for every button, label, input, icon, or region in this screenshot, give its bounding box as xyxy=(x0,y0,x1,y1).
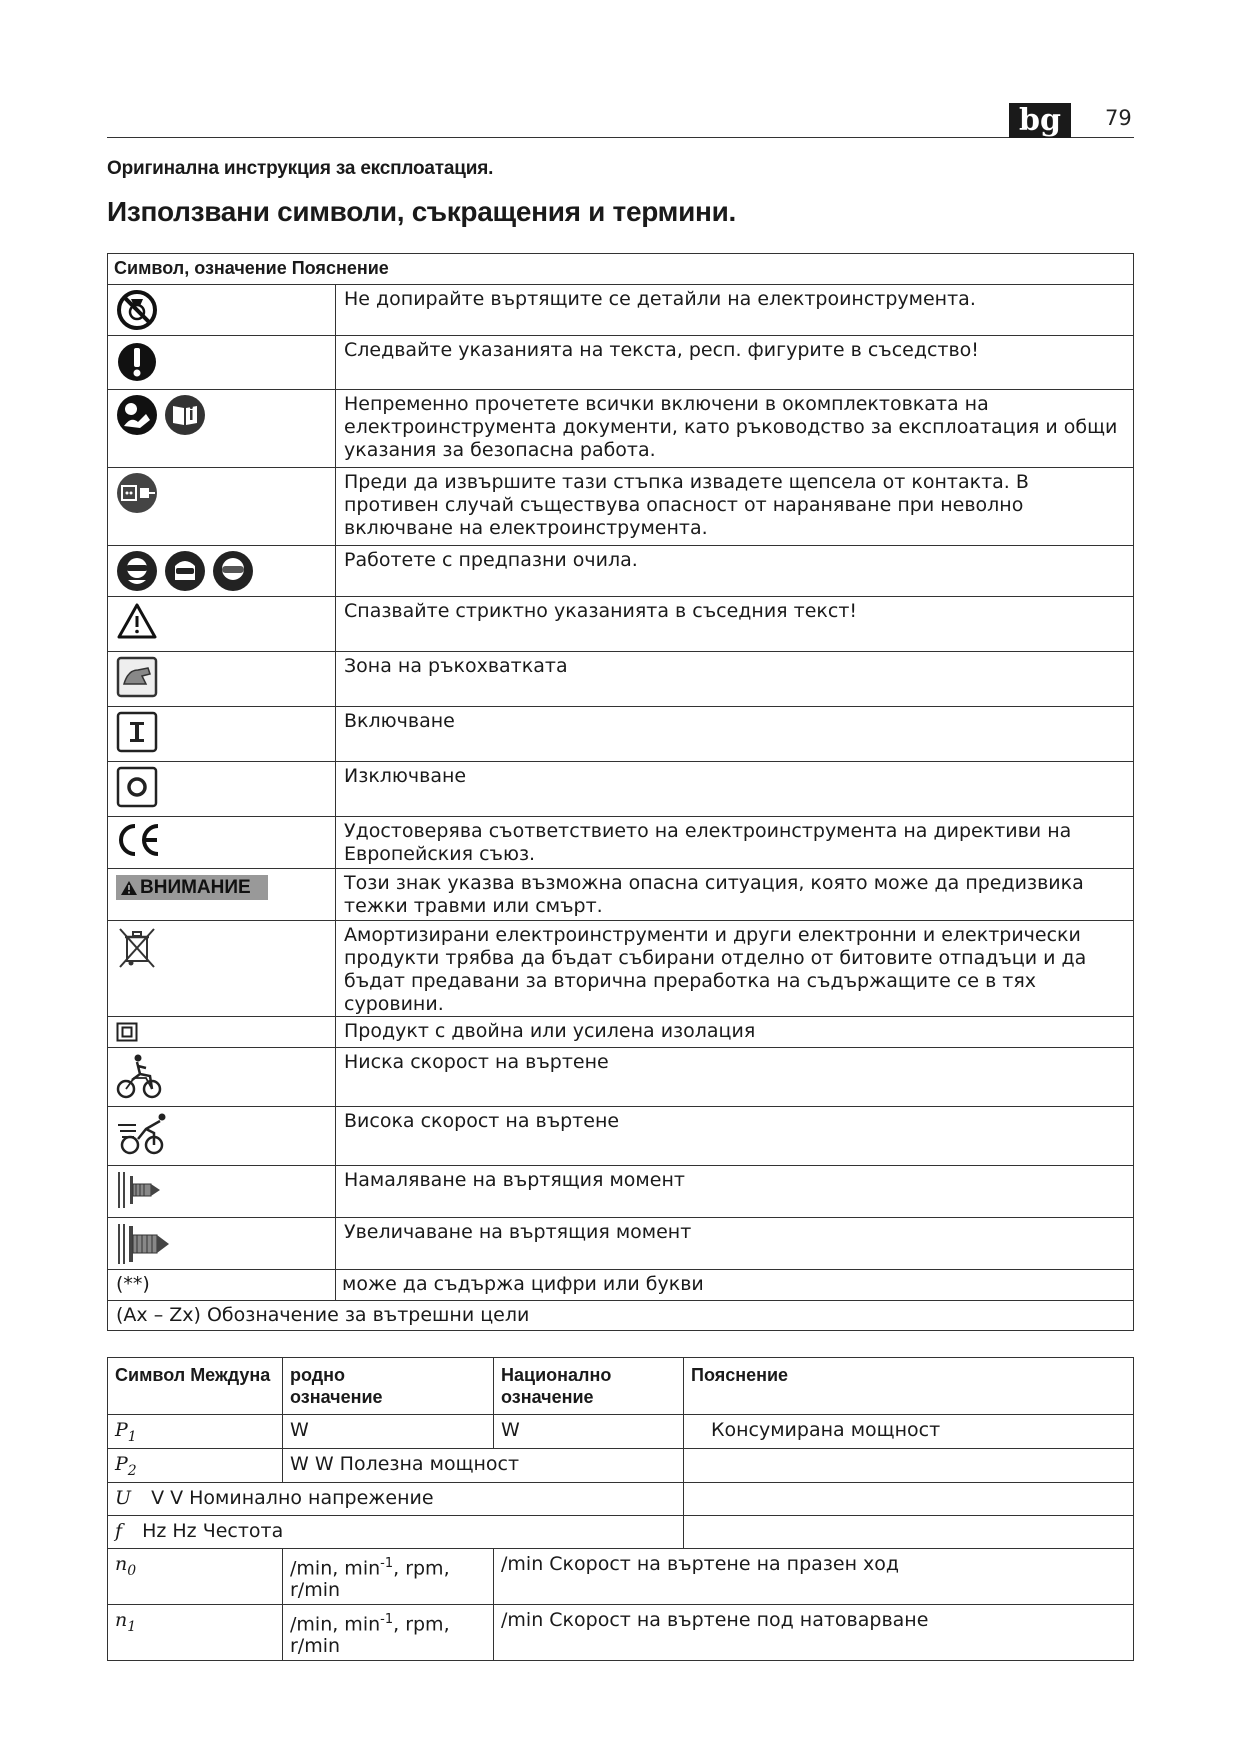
units-header-explanation: Пояснение xyxy=(684,1358,1134,1415)
grip-zone-icon xyxy=(116,656,335,698)
warning-triangle-icon xyxy=(116,601,335,641)
table-row: Не допирайте въртящите се детайли на електроинструмента. xyxy=(108,285,1134,336)
table-row xyxy=(108,1270,1134,1301)
protective-goggles-icons xyxy=(116,550,335,592)
language-badge: bg xyxy=(1009,103,1071,138)
unplug-icon xyxy=(116,472,335,514)
table-row: $P_1$ W W Консумирана мощност xyxy=(108,1415,1134,1449)
table-row: $n_0$ /min, $\min^{-1}$, rpm, r/min /min Скорост на въртене на празен ход xyxy=(108,1548,1134,1604)
table-row: Работете с предпазни очила. xyxy=(108,546,1134,597)
low-speed-icon xyxy=(116,1052,335,1100)
page-number: 79 xyxy=(1105,106,1132,130)
table-row: f Hz Hz Честота xyxy=(108,1515,1134,1548)
no-touch-rotating-icon xyxy=(116,289,335,331)
table-row: Увеличаване на въртящия момент xyxy=(108,1218,1134,1270)
switch-off-icon xyxy=(116,766,335,808)
table-row: Зона на ръкохватката xyxy=(108,652,1134,707)
table-row: Преди да извършите тази стъпка извадете щепсела от контакта. В противен случай съществува опасност от нараняване при неволно включване на електроинструмента. xyxy=(108,468,1134,546)
table-row: Изключване xyxy=(108,762,1134,817)
ce-mark-icon xyxy=(116,821,335,859)
internal-designation-note: (Ax – Zx) Обозначение за вътрешни цели xyxy=(108,1301,1134,1331)
attention-label xyxy=(116,875,268,900)
symbols-table xyxy=(107,253,1134,1331)
torque-decrease-icon xyxy=(116,1170,335,1210)
table-row: Продукт с двойна или усилена изолация xyxy=(108,1017,1134,1048)
table-row: Амортизирани електроинструменти и други електронни и електрически продукти трябва да бъдат събирани отделно от битовите отпадъци и да бъдат предавани за вторична преработка на съдържащите се в тях суровини. xyxy=(108,921,1134,1017)
table-row xyxy=(108,1301,1134,1331)
units-header-symbol: Символ Междуна xyxy=(108,1358,283,1415)
table-row: Висока скорост на въртене xyxy=(108,1107,1134,1166)
units-header-national: Национално означение xyxy=(494,1358,684,1415)
weee-bin-icon xyxy=(116,925,335,969)
document-subtitle: Оригинална инструкция за експлоатация. xyxy=(107,158,494,179)
table-row: Спазвайте стриктно указанията в съседния текст! xyxy=(108,597,1134,652)
footnote-text: може да съдържа цифри или букви xyxy=(336,1270,1134,1301)
section-title: Използвани символи, съкращения и термини. xyxy=(107,196,736,227)
switch-on-icon xyxy=(116,711,335,753)
table-row: Намаляване на въртящия момент xyxy=(108,1166,1134,1218)
torque-increase-icon xyxy=(116,1222,335,1266)
table-row: U V V Номинално напрежение xyxy=(108,1482,1134,1515)
units-table xyxy=(107,1357,1134,1661)
footnote-symbol: (**) xyxy=(108,1270,336,1301)
read-manual-icons xyxy=(116,394,335,436)
high-speed-icon xyxy=(116,1111,335,1157)
symbols-table-header: Символ, означение Пояснение xyxy=(108,254,1134,285)
table-row: Удостоверява съответствието на електроинструмента на директиви на Европейския съюз. xyxy=(108,817,1134,869)
units-header-international: родно означение xyxy=(283,1358,494,1415)
table-row: Непременно прочетете всички включени в окомплектовката на електроинструмента документи, като ръководство за експлоатация и общи указания за безопасна работа. xyxy=(108,390,1134,468)
attention-label-text: ВНИМАНИЕ xyxy=(140,876,251,898)
table-row: Ниска скорост на въртене xyxy=(108,1048,1134,1107)
table-row: Включване xyxy=(108,707,1134,762)
table-row: $P_2$ W W Полезна мощност xyxy=(108,1448,1134,1482)
header-rule xyxy=(107,137,1134,138)
double-insulation-icon xyxy=(116,1022,335,1042)
table-row: Следвайте указанията на текста, респ. фигурите в съседство! xyxy=(108,336,1134,390)
table-row: ВНИМАНИЕ Този знак указва възможна опасна ситуация, която може да предизвика тежки травми или смърт. xyxy=(108,869,1134,921)
table-row: $n_1$ /min, $\min^{-1}$, rpm, r/min /min Скорост на въртене под натоварване xyxy=(108,1604,1134,1660)
mandatory-action-icon xyxy=(116,340,335,384)
